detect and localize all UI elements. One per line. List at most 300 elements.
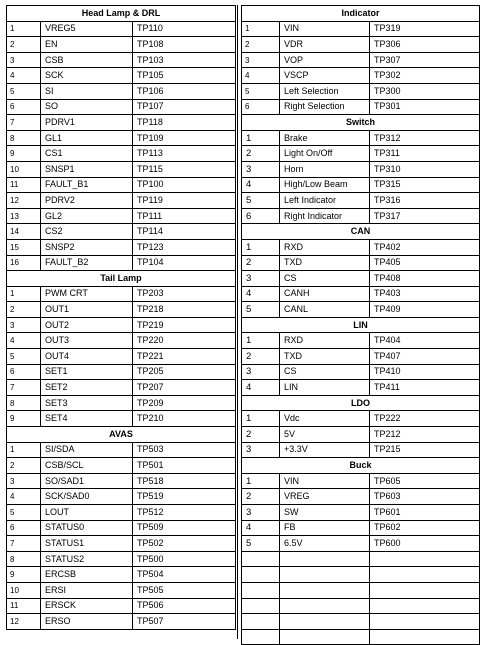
test-point-id: TP209 — [133, 395, 236, 411]
pin-number: 12 — [7, 614, 41, 630]
test-point-id: TP203 — [133, 286, 236, 302]
pin-number: 7 — [7, 380, 41, 396]
section-header-row — [7, 6, 236, 22]
table-row — [7, 442, 236, 458]
pin-number: 16 — [7, 255, 41, 271]
pin-number: 6 — [7, 364, 41, 380]
pin-number: 9 — [7, 146, 41, 162]
section-header-row — [242, 317, 480, 333]
pin-number: 1 — [242, 21, 280, 37]
pin-number: 3 — [242, 364, 280, 380]
test-point-id: TP110 — [133, 21, 236, 37]
signal-name: OUT1 — [41, 302, 133, 318]
signal-name: FAULT_B2 — [41, 255, 133, 271]
table-row — [242, 349, 480, 365]
test-point-id: TP113 — [133, 146, 236, 162]
table-row — [7, 489, 236, 505]
empty-row — [242, 598, 480, 614]
empty-row — [242, 582, 480, 598]
test-point-id: TP220 — [133, 333, 236, 349]
table-row — [7, 582, 236, 598]
signal-name: VIN — [280, 21, 370, 37]
pin-number: 3 — [242, 505, 280, 521]
empty-cell — [280, 582, 370, 598]
test-point-id: TP512 — [133, 505, 236, 521]
pin-number: 1 — [242, 239, 280, 255]
test-point-id: TP319 — [370, 21, 480, 37]
empty-row — [242, 567, 480, 583]
section-title: Buck — [242, 458, 480, 474]
test-point-id: TP215 — [370, 442, 480, 458]
table-row — [7, 364, 236, 380]
test-point-id: TP119 — [133, 193, 236, 209]
signal-name: OUT3 — [41, 333, 133, 349]
pin-number: 3 — [242, 161, 280, 177]
signal-name: SET3 — [41, 395, 133, 411]
signal-name: FAULT_B1 — [41, 177, 133, 193]
table-row — [242, 99, 480, 115]
table-row — [7, 614, 236, 630]
table-row — [7, 224, 236, 240]
table-row — [7, 83, 236, 99]
test-point-id: TP317 — [370, 208, 480, 224]
pin-number: 1 — [242, 411, 280, 427]
table-row — [7, 520, 236, 536]
table-row — [242, 83, 480, 99]
empty-cell — [370, 598, 480, 614]
table-row — [242, 411, 480, 427]
empty-cell — [370, 551, 480, 567]
signal-name: STATUS0 — [41, 520, 133, 536]
table-row — [242, 442, 480, 458]
test-point-id: TP507 — [133, 614, 236, 630]
section-header-row — [7, 271, 236, 287]
table-row — [242, 37, 480, 53]
pin-number: 2 — [242, 146, 280, 162]
table-row — [242, 130, 480, 146]
table-row — [242, 536, 480, 552]
pin-number: 1 — [7, 286, 41, 302]
empty-cell — [242, 582, 280, 598]
signal-name: SI/SDA — [41, 442, 133, 458]
pin-number: 5 — [7, 349, 41, 365]
signal-name: LIN — [280, 380, 370, 396]
pin-number: 2 — [242, 427, 280, 443]
section-title: CAN — [242, 224, 480, 240]
signal-name: CANL — [280, 302, 370, 318]
pin-number: 8 — [7, 395, 41, 411]
test-point-id: TP602 — [370, 520, 480, 536]
pin-number: 4 — [242, 177, 280, 193]
test-point-id: TP316 — [370, 193, 480, 209]
pin-number: 4 — [242, 286, 280, 302]
pin-number: 5 — [7, 505, 41, 521]
signal-name: CS — [280, 364, 370, 380]
section-header-row — [242, 115, 480, 131]
pin-number: 5 — [242, 536, 280, 552]
test-point-id: TP300 — [370, 83, 480, 99]
signal-name: VOP — [280, 52, 370, 68]
table-row — [7, 395, 236, 411]
signal-name: RXD — [280, 333, 370, 349]
pin-number: 2 — [242, 37, 280, 53]
table-row — [242, 302, 480, 318]
section-header-row — [242, 458, 480, 474]
pin-number: 12 — [7, 193, 41, 209]
table-row — [7, 99, 236, 115]
signal-name: CS1 — [41, 146, 133, 162]
test-point-id: TP123 — [133, 239, 236, 255]
pin-number: 11 — [7, 177, 41, 193]
signal-name: ERSO — [41, 614, 133, 630]
test-point-id: TP600 — [370, 536, 480, 552]
signal-name: ERCSB — [41, 567, 133, 583]
empty-cell — [242, 567, 280, 583]
table-row — [7, 302, 236, 318]
table-row — [7, 380, 236, 396]
signal-name: RXD — [280, 239, 370, 255]
pin-number: 6 — [7, 520, 41, 536]
pin-number: 14 — [7, 224, 41, 240]
signal-name: SO/SAD1 — [41, 473, 133, 489]
signal-name: Left Indicator — [280, 193, 370, 209]
signal-name: VREG — [280, 489, 370, 505]
test-point-id: TP500 — [133, 551, 236, 567]
test-point-id: TP218 — [133, 302, 236, 318]
empty-row — [242, 614, 480, 630]
test-point-id: TP104 — [133, 255, 236, 271]
pin-number: 11 — [7, 598, 41, 614]
column-divider — [237, 5, 238, 639]
test-point-id: TP107 — [133, 99, 236, 115]
signal-name: Brake — [280, 130, 370, 146]
test-point-id: TP118 — [133, 115, 236, 131]
signal-name: CSB — [41, 52, 133, 68]
section-title: Head Lamp & DRL — [7, 6, 236, 22]
test-point-id: TP405 — [370, 255, 480, 271]
signal-name: CS2 — [41, 224, 133, 240]
signal-name: SCK — [41, 68, 133, 84]
empty-row — [242, 629, 480, 645]
signal-name: 5V — [280, 427, 370, 443]
table-row — [242, 208, 480, 224]
pin-number: 5 — [242, 83, 280, 99]
section-title: LDO — [242, 395, 480, 411]
signal-name: GL1 — [41, 130, 133, 146]
pin-number: 2 — [242, 489, 280, 505]
signal-name: Vdc — [280, 411, 370, 427]
pin-number: 3 — [7, 473, 41, 489]
empty-cell — [280, 629, 370, 645]
test-point-id: TP411 — [370, 380, 480, 396]
table-row — [242, 52, 480, 68]
table-row — [7, 349, 236, 365]
test-point-id: TP506 — [133, 598, 236, 614]
pin-number: 1 — [7, 442, 41, 458]
test-point-id: TP115 — [133, 161, 236, 177]
table-row — [242, 364, 480, 380]
table-row — [242, 255, 480, 271]
test-point-id: TP518 — [133, 473, 236, 489]
table-row — [242, 146, 480, 162]
test-point-id: TP103 — [133, 52, 236, 68]
test-point-id: TP311 — [370, 146, 480, 162]
test-point-id: TP109 — [133, 130, 236, 146]
pin-number: 1 — [7, 21, 41, 37]
signal-name: 6.5V — [280, 536, 370, 552]
signal-name: SET2 — [41, 380, 133, 396]
pin-number: 6 — [7, 99, 41, 115]
signal-name: SNSP2 — [41, 239, 133, 255]
test-point-id: TP219 — [133, 317, 236, 333]
test-point-id: TP111 — [133, 208, 236, 224]
pin-number: 9 — [7, 411, 41, 427]
signal-name: SNSP1 — [41, 161, 133, 177]
empty-cell — [280, 598, 370, 614]
signal-name: VREG5 — [41, 21, 133, 37]
table-row — [7, 286, 236, 302]
pin-number: 4 — [7, 333, 41, 349]
pin-number: 1 — [242, 333, 280, 349]
table-row — [7, 161, 236, 177]
test-point-id: TP306 — [370, 37, 480, 53]
test-point-id: TP222 — [370, 411, 480, 427]
pin-number: 10 — [7, 161, 41, 177]
test-point-id: TP509 — [133, 520, 236, 536]
signal-name: PDRV1 — [41, 115, 133, 131]
table-row — [7, 146, 236, 162]
section-header-row — [242, 395, 480, 411]
signal-name: SET1 — [41, 364, 133, 380]
table-row — [7, 567, 236, 583]
empty-cell — [370, 629, 480, 645]
table-row — [242, 68, 480, 84]
pin-number: 4 — [242, 520, 280, 536]
signal-name: CSB/SCL — [41, 458, 133, 474]
table-row — [242, 239, 480, 255]
signal-name: FB — [280, 520, 370, 536]
pin-number: 3 — [7, 317, 41, 333]
signal-name: High/Low Beam — [280, 177, 370, 193]
section-header-row — [7, 427, 236, 443]
table-row — [7, 536, 236, 552]
table-row — [7, 130, 236, 146]
signal-name: STATUS1 — [41, 536, 133, 552]
pin-number: 8 — [7, 551, 41, 567]
test-point-id: TP315 — [370, 177, 480, 193]
signal-name: VDR — [280, 37, 370, 53]
table-row — [7, 411, 236, 427]
signal-name: LOUT — [41, 505, 133, 521]
table-row — [7, 193, 236, 209]
signal-name: CS — [280, 271, 370, 287]
table-row — [7, 333, 236, 349]
table-row — [242, 193, 480, 209]
signal-name: +3.3V — [280, 442, 370, 458]
empty-cell — [242, 551, 280, 567]
table-row — [242, 21, 480, 37]
section-header-row — [242, 6, 480, 22]
signal-name: SET4 — [41, 411, 133, 427]
test-point-id: TP212 — [370, 427, 480, 443]
test-point-id: TP410 — [370, 364, 480, 380]
test-point-id: TP100 — [133, 177, 236, 193]
empty-cell — [280, 614, 370, 630]
signal-name: PWM CRT — [41, 286, 133, 302]
test-point-id: TP301 — [370, 99, 480, 115]
section-header-row — [242, 224, 480, 240]
left-test-point-table — [6, 5, 236, 630]
table-row — [242, 333, 480, 349]
signal-name: EN — [41, 37, 133, 53]
pin-number: 3 — [242, 52, 280, 68]
table-row — [7, 473, 236, 489]
table-row — [242, 427, 480, 443]
signal-name: SI — [41, 83, 133, 99]
test-point-id: TP207 — [133, 380, 236, 396]
signal-name: TXD — [280, 349, 370, 365]
table-row — [7, 68, 236, 84]
test-point-id: TP502 — [133, 536, 236, 552]
test-point-id: TP408 — [370, 271, 480, 287]
empty-cell — [242, 614, 280, 630]
table-row — [242, 161, 480, 177]
table-row — [242, 505, 480, 521]
pin-number: 5 — [7, 83, 41, 99]
pin-number: 13 — [7, 208, 41, 224]
pin-number: 2 — [7, 458, 41, 474]
test-point-id: TP310 — [370, 161, 480, 177]
pin-number: 2 — [242, 255, 280, 271]
section-title: AVAS — [7, 427, 236, 443]
section-title: Switch — [242, 115, 480, 131]
pin-number: 4 — [242, 380, 280, 396]
test-point-id: TP404 — [370, 333, 480, 349]
pin-number: 6 — [242, 99, 280, 115]
test-point-id: TP312 — [370, 130, 480, 146]
signal-name: CANH — [280, 286, 370, 302]
test-point-id: TP505 — [133, 582, 236, 598]
table-row — [242, 380, 480, 396]
test-point-id: TP210 — [133, 411, 236, 427]
signal-name: TXD — [280, 255, 370, 271]
empty-cell — [370, 614, 480, 630]
pin-number: 4 — [7, 68, 41, 84]
table-row — [7, 208, 236, 224]
test-point-id: TP114 — [133, 224, 236, 240]
pin-number: 2 — [7, 37, 41, 53]
pin-number: 10 — [7, 582, 41, 598]
right-test-point-table — [241, 5, 480, 645]
pin-number: 3 — [242, 442, 280, 458]
empty-cell — [242, 598, 280, 614]
test-point-id: TP302 — [370, 68, 480, 84]
table-row — [7, 177, 236, 193]
table-row — [7, 37, 236, 53]
test-point-id: TP403 — [370, 286, 480, 302]
signal-name: SO — [41, 99, 133, 115]
signal-name: VSCP — [280, 68, 370, 84]
pin-number: 2 — [242, 349, 280, 365]
signal-name: GL2 — [41, 208, 133, 224]
test-point-id: TP307 — [370, 52, 480, 68]
table-row — [7, 52, 236, 68]
section-title: LIN — [242, 317, 480, 333]
table-row — [7, 598, 236, 614]
pin-number: 4 — [7, 489, 41, 505]
signal-name: Light On/Off — [280, 146, 370, 162]
table-row — [242, 177, 480, 193]
test-point-id: TP106 — [133, 83, 236, 99]
test-point-id: TP519 — [133, 489, 236, 505]
pin-number: 6 — [242, 208, 280, 224]
pin-number: 3 — [7, 52, 41, 68]
pin-number: 5 — [242, 302, 280, 318]
signal-name: OUT4 — [41, 349, 133, 365]
table-row — [242, 520, 480, 536]
table-row — [7, 505, 236, 521]
empty-cell — [242, 629, 280, 645]
section-title: Tail Lamp — [7, 271, 236, 287]
test-point-id: TP407 — [370, 349, 480, 365]
pin-number: 2 — [7, 302, 41, 318]
empty-cell — [280, 567, 370, 583]
signal-name: Left Selection — [280, 83, 370, 99]
test-point-id: TP108 — [133, 37, 236, 53]
signal-name: Right Indicator — [280, 208, 370, 224]
test-point-id: TP402 — [370, 239, 480, 255]
pin-number: 1 — [242, 130, 280, 146]
empty-cell — [280, 551, 370, 567]
test-point-id: TP504 — [133, 567, 236, 583]
table-row — [7, 317, 236, 333]
empty-row — [242, 551, 480, 567]
signal-name: Right Selection — [280, 99, 370, 115]
test-point-id: TP221 — [133, 349, 236, 365]
test-point-id: TP501 — [133, 458, 236, 474]
test-point-id: TP605 — [370, 473, 480, 489]
signal-name: SW — [280, 505, 370, 521]
signal-name: STATUS2 — [41, 551, 133, 567]
table-row — [7, 115, 236, 131]
pin-number: 8 — [7, 130, 41, 146]
table-row — [242, 271, 480, 287]
signal-name: SCK/SAD0 — [41, 489, 133, 505]
table-row — [7, 255, 236, 271]
pin-number: 4 — [242, 68, 280, 84]
table-row — [242, 286, 480, 302]
signal-name: Horn — [280, 161, 370, 177]
pin-number: 1 — [242, 473, 280, 489]
empty-cell — [370, 567, 480, 583]
table-row — [242, 473, 480, 489]
table-row — [7, 239, 236, 255]
pin-number: 15 — [7, 239, 41, 255]
section-title: Indicator — [242, 6, 480, 22]
empty-cell — [370, 582, 480, 598]
test-point-id: TP205 — [133, 364, 236, 380]
test-point-id: TP603 — [370, 489, 480, 505]
signal-name: VIN — [280, 473, 370, 489]
pin-number: 9 — [7, 567, 41, 583]
test-point-id: TP601 — [370, 505, 480, 521]
signal-name: ERSI — [41, 582, 133, 598]
pin-number: 5 — [242, 193, 280, 209]
pin-number: 7 — [7, 115, 41, 131]
test-point-id: TP503 — [133, 442, 236, 458]
pin-number: 7 — [7, 536, 41, 552]
signal-name: OUT2 — [41, 317, 133, 333]
